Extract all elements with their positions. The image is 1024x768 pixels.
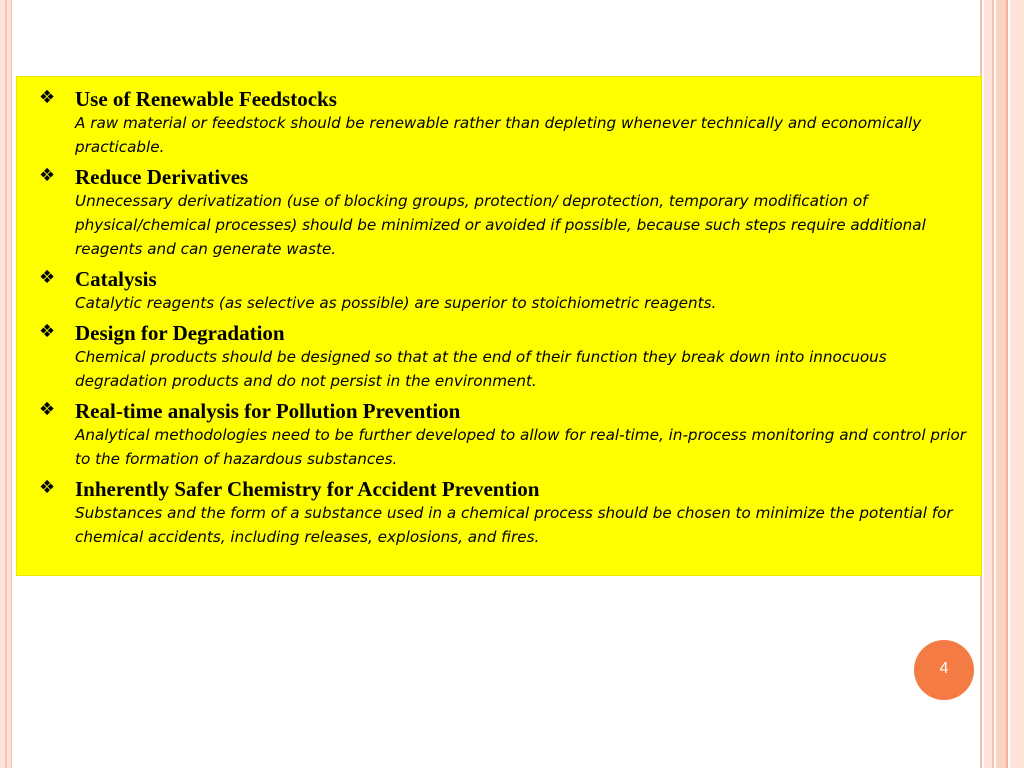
item-body — [75, 87, 967, 159]
item-body — [75, 321, 967, 393]
item-body — [75, 267, 967, 315]
item-title: Catalysis — [75, 267, 157, 291]
left-border-line — [5, 0, 7, 768]
diamond-bullet-icon: ❖ — [39, 87, 56, 108]
item-description: Catalytic reagents (as selective as possible) are superior to stoichiometric reagents. — [75, 294, 717, 312]
diamond-bullet-icon: ❖ — [39, 267, 56, 288]
item-title: Reduce Derivatives — [75, 165, 249, 189]
item-body — [75, 165, 967, 261]
stripe — [984, 0, 992, 768]
list-item-renewable-feedstocks — [37, 87, 967, 159]
principles-list — [16, 76, 982, 576]
list-item-design-for-degradation — [37, 321, 967, 393]
item-title: Use of Renewable Feedstocks — [75, 87, 337, 111]
page-number-badge: 4 — [914, 640, 974, 700]
stripe — [992, 0, 994, 768]
item-description: Analytical methodologies need to be further developed to allow for real-time, in-process monitoring and control prior to the formation of hazardous substances. — [75, 426, 967, 468]
list-item-catalysis — [37, 267, 967, 315]
left-decorative-border — [0, 0, 12, 768]
diamond-bullet-icon: ❖ — [39, 321, 56, 342]
item-title: Design for Degradation — [75, 321, 285, 345]
diamond-bullet-icon: ❖ — [39, 165, 56, 186]
diamond-bullet-icon: ❖ — [39, 477, 56, 498]
item-body — [75, 399, 967, 471]
list-item-reduce-derivatives — [37, 165, 967, 261]
item-description: Chemical products should be designed so that at the end of their function they break down into innocuous degradation products and do not persist in the environment. — [75, 348, 887, 390]
list-item-safer-chemistry — [37, 477, 967, 549]
item-description: Substances and the form of a substance used in a chemical process should be chosen to minimize the potential for chemical accidents, including releases, explosions, and fires. — [75, 504, 953, 546]
stripe — [1006, 0, 1008, 768]
item-description: A raw material or feedstock should be renewable rather than depleting whenever technically and economically practicable. — [75, 114, 922, 156]
item-description: Unnecessary derivatization (use of blocking groups, protection/ deprotection, temporary modification of physical/chemical processes) should be minimized or avoided if possible, because such steps require additional reagents and can generate waste. — [75, 192, 926, 258]
right-decorative-stripes — [980, 0, 1024, 768]
item-body — [75, 477, 967, 549]
item-title: Real-time analysis for Pollution Prevention — [75, 399, 461, 423]
item-title: Inherently Safer Chemistry for Accident Prevention — [75, 477, 540, 501]
stripe — [1010, 0, 1024, 768]
diamond-bullet-icon: ❖ — [39, 399, 56, 420]
stripe — [996, 0, 1006, 768]
list-item-real-time-analysis — [37, 399, 967, 471]
